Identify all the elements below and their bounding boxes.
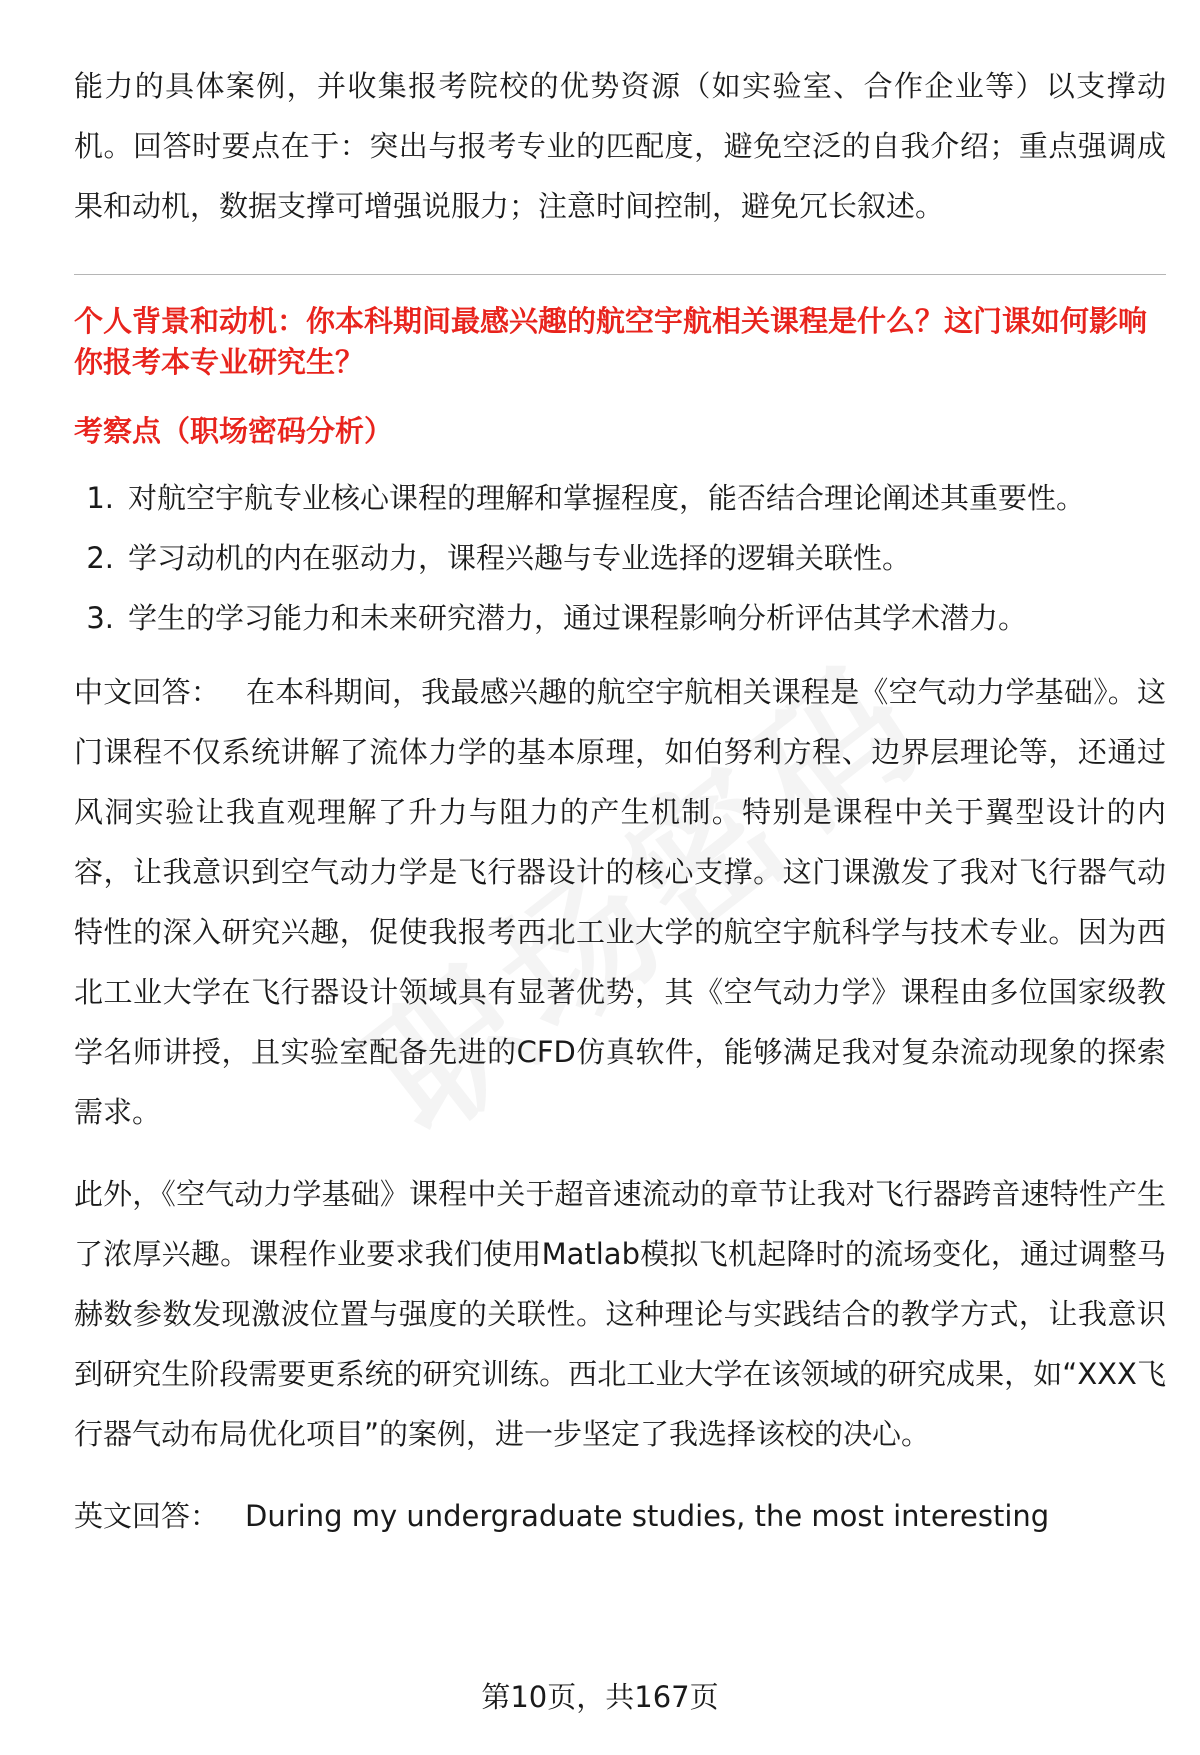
assessment-title: 考察点（职场密码分析） [74,414,394,448]
list-item-text: 学生的学习能力和未来研究潜力，通过课程影响分析评估其学术潜力。 [128,601,1028,635]
chinese-answer-text: 在本科期间，我最感兴趣的航空宇航相关课程是《空气动力学基础》。这门课程不仅系统讲解了流体力学的基本原理，如伯努利方程、边界层理论等，还通过风洞实验让我直观理解了升力与阻力的产生机制。特别是课程中关于翼型设计的内容，让我意识到空气动力学是飞行器设计的核心支撑。这门课激发了我对飞行器气动特性的深入研究兴趣，促使我报考西北工业大学的航空宇航科学与技术专业。因为西北工业大学在飞行器设计领域具有显著优势，其《空气动力学》课程由多位国家级教学名师讲授，且实验室配备先进的CFD仿真软件，能够满足我对复杂流动现象的探索需求。 [74,675,1166,1129]
english-answer-paragraph [74,1486,1166,1546]
intro-paragraph: 能力的具体案例，并收集报考院校的优势资源（如实验室、合作企业等）以支撑动机。回答时要点在于：突出与报考专业的匹配度，避免空泛的自我介绍；重点强调成果和动机，数据支撑可增强说服力；注意时间控制，避免冗长叙述。 [74,69,1166,223]
page-number: 第10页，共167页 [481,1680,719,1714]
chinese-answer-paragraph [74,662,1166,1142]
list-item-number: 2. [86,541,114,575]
chinese-answer-continued [74,1164,1166,1464]
chinese-answer [74,662,1166,1142]
page-content [74,56,1166,1546]
english-answer [74,1486,1166,1546]
list-item-number: 3. [86,601,114,635]
list-item-text: 对航空宇航专业核心课程的理解和掌握程度，能否结合理论阐述其重要性。 [128,481,1086,515]
list-item [74,588,1166,648]
chinese-answer-paragraph-2: 此外，《空气动力学基础》课程中关于超音速流动的章节让我对飞行器跨音速特性产生了浓厚兴趣。课程作业要求我们使用Matlab模拟飞机起降时的流场变化，通过调整马赫数参数发现激波位置与强度的关联性。这种理论与实践结合的教学方式，让我意识到研究生阶段需要更系统的研究训练。西北工业大学在该领域的研究成果，如“XXX飞行器气动布局优化项目”的案例，进一步坚定了我选择该校的决心。 [74,1177,1166,1451]
list-item-text: 学习动机的内在驱动力，课程兴趣与专业选择的逻辑关联性。 [128,541,912,575]
assessment-list [74,468,1166,648]
english-answer-text: During my undergraduate studies, the most interesting [245,1499,1050,1533]
list-item [74,468,1166,528]
section-divider [74,274,1166,275]
chinese-answer-label: 中文回答： [74,675,221,709]
english-answer-label: 英文回答： [74,1499,220,1533]
list-item-number: 1. [86,481,114,515]
question-heading: 个人背景和动机：你本科期间最感兴趣的航空宇航相关课程是什么？这门课如何影响你报考本专业研究生？ [74,304,1148,379]
list-item [74,528,1166,588]
